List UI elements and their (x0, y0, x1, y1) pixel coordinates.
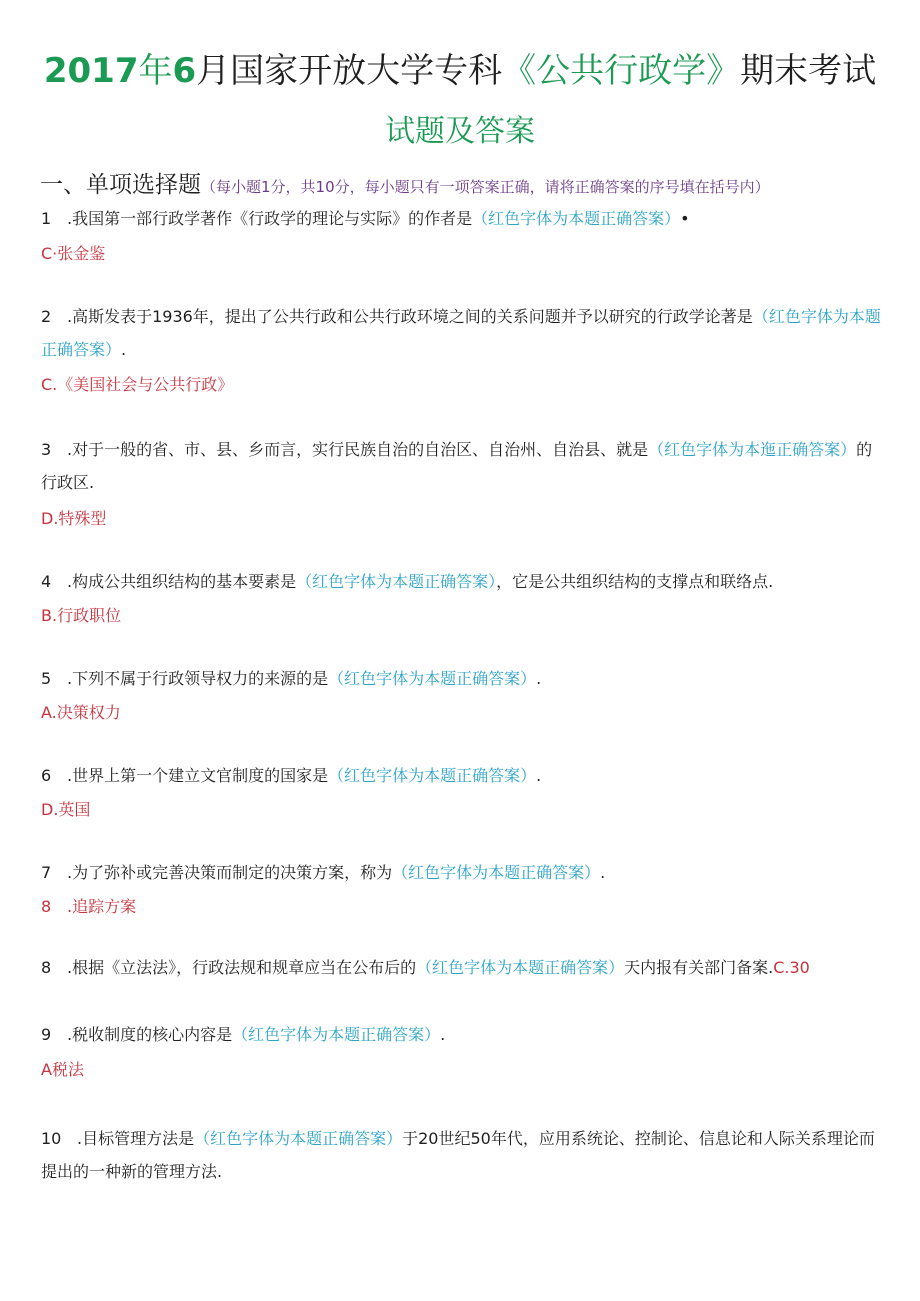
answer-2: C.《美国社会与公共行政》 (41, 375, 234, 394)
answer-6: D.英国 (41, 800, 91, 819)
question-2 (41, 300, 881, 366)
title-tail: 期末考试 (740, 51, 877, 91)
question-1 (41, 202, 881, 235)
answer-text: .追踪方案 (67, 897, 137, 916)
question-tail: • (680, 209, 690, 228)
question-text: .为了弥补或完善决策而制定的决策方案，称为 (67, 863, 393, 882)
question-10 (41, 1122, 881, 1188)
answer-hint: （红色字体为本题正确答案） (41, 307, 881, 359)
section-title: 一、单项选择题 (40, 172, 201, 198)
question-text: .目标管理方法是 (77, 1129, 195, 1148)
question-number: 10 (41, 1129, 62, 1148)
title-nian: 年 (138, 51, 173, 91)
section-heading (40, 166, 910, 199)
question-text: .税收制度的核心内容是 (67, 1025, 233, 1044)
question-tail: 的行政区. (41, 440, 873, 492)
answer-hint: （红色字体为本迤正确答案） (648, 440, 857, 459)
answer-hint: （红色字体为本题正确答案） (296, 572, 497, 591)
question-7 (41, 856, 881, 889)
question-number: 9 (41, 1025, 52, 1044)
section-note: （每小题1分，共10分，每小题只有一项答案正确，请将正确答案的序号填在括号内） (201, 178, 770, 196)
question-number: 7 (41, 863, 52, 882)
title-year: 2017 (43, 51, 139, 91)
question-text: .下列不属于行政领导权力的来源的是 (67, 669, 329, 688)
question-tail: . (536, 766, 542, 785)
title-course: 《公共行政学》 (502, 51, 741, 91)
question-9 (41, 1018, 881, 1051)
answer-hint: （红色字体为本题正确答案） (232, 1025, 441, 1044)
question-3 (41, 433, 881, 499)
question-text: .我国第一部行政学著作《行政学的理论与实际》的作者是 (67, 209, 473, 228)
answer-hint: （红色字体为本题正确答案） (392, 863, 601, 882)
question-number: 4 (41, 572, 52, 591)
answer-5: A.决策权力 (41, 703, 121, 722)
answer-hint: （红色字体为本题正确答案） (328, 669, 537, 688)
answer-hint: （红色字体为本题正确答案） (194, 1129, 403, 1148)
question-tail: . (121, 340, 127, 359)
question-tail: . (536, 669, 542, 688)
page-subtitle: 试题及答案 (385, 114, 535, 149)
question-number: 2 (41, 307, 52, 326)
question-text: .高斯发表于1936年，提出了公共行政和公共行政环境之间的关系问题并予以研究的行政学论著是 (67, 307, 753, 326)
question-text: .世界上第一个建立文官制度的国家是 (67, 766, 329, 785)
question-text: .根据《立法法》，行政法规和规章应当在公布后的 (67, 958, 417, 977)
question-tail: . (440, 1025, 446, 1044)
page-title (0, 48, 920, 94)
answer-hint: （红色字体为本题正确答案） (328, 766, 537, 785)
question-text: .对于一般的省、市、县、乡而言，实行民族自治的自治区、自治州、自治县、就是 (67, 440, 649, 459)
question-tail: 于20世纪50年代，应用系统论、控制论、信息论和人际关系理论而提出的一种新的管理方法. (41, 1129, 875, 1181)
answer-4: B.行政职位 (41, 606, 122, 625)
answer-hint: （红色字体为本题正确答案） (472, 209, 681, 228)
question-number: 3 (41, 440, 52, 459)
question-number: 5 (41, 669, 52, 688)
question-number: 8 (41, 958, 52, 977)
answer-9: A税法 (41, 1060, 84, 1079)
answer-8: C.30 (773, 958, 810, 977)
question-number: 6 (41, 766, 52, 785)
title-rest: 月国家开放大学专科 (196, 51, 503, 91)
question-8 (41, 951, 881, 984)
answer-number: 8 (41, 897, 52, 916)
question-5 (41, 662, 881, 695)
question-6 (41, 759, 881, 792)
answer-1: C·张金鉴 (41, 244, 106, 263)
title-month: 6 (172, 51, 197, 91)
question-tail: . (600, 863, 606, 882)
answer-3: D.特殊型 (41, 509, 107, 528)
question-text: .构成公共组织结构的基本要素是 (67, 572, 297, 591)
answer-7 (41, 895, 136, 919)
question-tail: 天内报有关部门备案. (624, 958, 774, 977)
question-number: 1 (41, 209, 52, 228)
question-tail: ，它是公共组织结构的支撑点和联络点. (496, 572, 774, 591)
answer-hint: （红色字体为本题正确答案） (416, 958, 625, 977)
question-4 (41, 565, 881, 598)
